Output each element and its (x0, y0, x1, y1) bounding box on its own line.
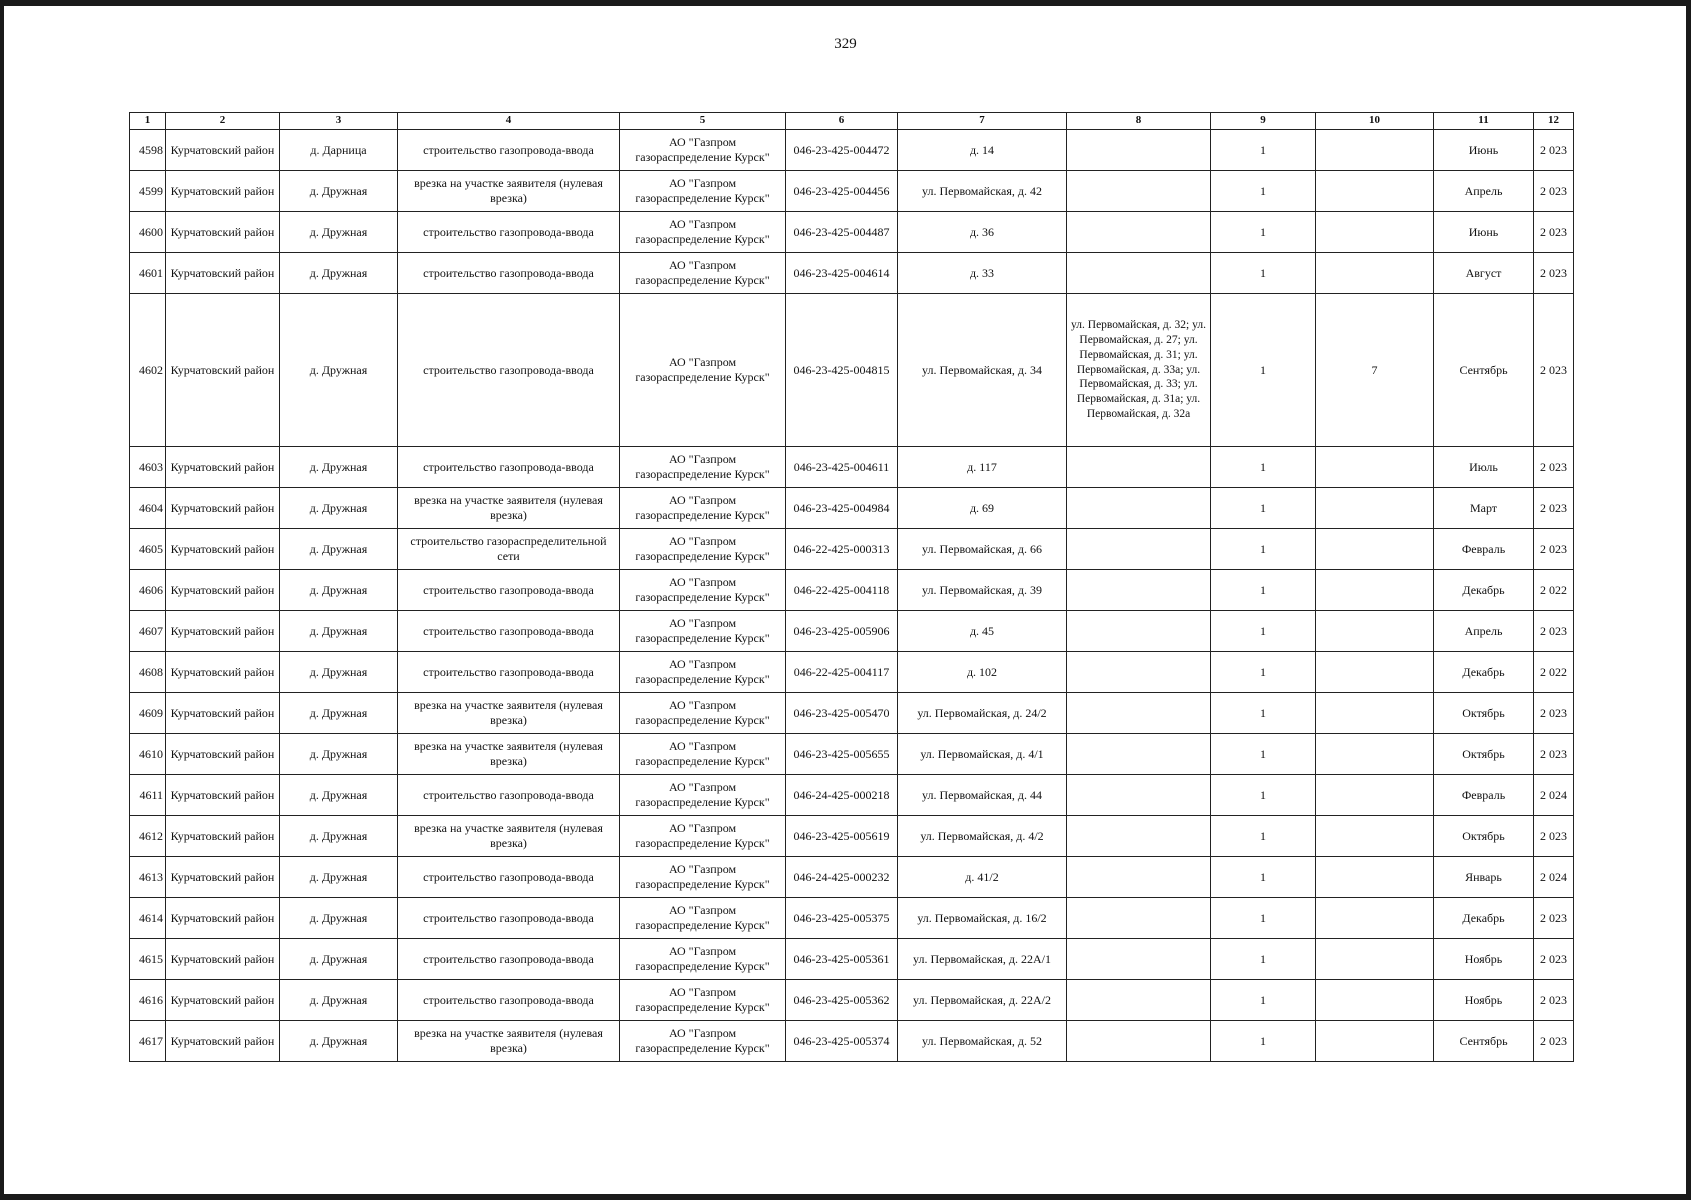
col-header-8: 8 (1067, 113, 1211, 130)
cell-quantity: 1 (1211, 212, 1316, 253)
col-header-10: 10 (1316, 113, 1434, 130)
cell-locality: д. Дружная (280, 816, 398, 857)
col-header-4: 4 (398, 113, 620, 130)
cell-application-number: 046-23-425-005619 (786, 816, 898, 857)
cell-address: ул. Первомайская, д. 16/2 (898, 898, 1067, 939)
cell-row-number: 4609 (130, 693, 166, 734)
col-header-7: 7 (898, 113, 1067, 130)
cell-locality: д. Дружная (280, 171, 398, 212)
table-row (130, 980, 1574, 1021)
col-header-3: 3 (280, 113, 398, 130)
cell-quantity: 1 (1211, 529, 1316, 570)
cell-work-type: строительство газопровода-ввода (398, 253, 620, 294)
table-row (130, 1021, 1574, 1062)
cell-work-type: строительство газопровода-ввода (398, 775, 620, 816)
cell-quantity: 1 (1211, 857, 1316, 898)
cell-application-number: 046-23-425-004815 (786, 294, 898, 447)
cell-row-number: 4604 (130, 488, 166, 529)
cell-month: Апрель (1434, 171, 1534, 212)
cell-month: Июль (1434, 447, 1534, 488)
cell-row-number: 4606 (130, 570, 166, 611)
cell-locality: д. Дружная (280, 253, 398, 294)
cell-district: Курчатовский район (166, 1021, 280, 1062)
cell-extra-count (1316, 939, 1434, 980)
table-row (130, 570, 1574, 611)
cell-quantity: 1 (1211, 816, 1316, 857)
cell-quantity: 1 (1211, 1021, 1316, 1062)
col-header-12: 12 (1534, 113, 1574, 130)
cell-work-type: врезка на участке заявителя (нулевая врезка) (398, 171, 620, 212)
cell-row-number: 4610 (130, 734, 166, 775)
table-row (130, 652, 1574, 693)
table-row (130, 693, 1574, 734)
cell-row-number: 4611 (130, 775, 166, 816)
cell-work-type: врезка на участке заявителя (нулевая врезка) (398, 816, 620, 857)
cell-work-type: строительство газопровода-ввода (398, 130, 620, 171)
cell-quantity: 1 (1211, 775, 1316, 816)
cell-organization: АО "Газпром газораспределение Курск" (620, 171, 786, 212)
cell-locality: д. Дружная (280, 611, 398, 652)
cell-row-number: 4607 (130, 611, 166, 652)
cell-locality: д. Дружная (280, 529, 398, 570)
cell-locality: д. Дружная (280, 294, 398, 447)
table-row (130, 447, 1574, 488)
cell-additional-addresses (1067, 171, 1211, 212)
cell-application-number: 046-23-425-004984 (786, 488, 898, 529)
cell-organization: АО "Газпром газораспределение Курск" (620, 570, 786, 611)
cell-quantity: 1 (1211, 652, 1316, 693)
cell-district: Курчатовский район (166, 529, 280, 570)
cell-row-number: 4602 (130, 294, 166, 447)
cell-month: Апрель (1434, 611, 1534, 652)
cell-month: Октябрь (1434, 734, 1534, 775)
cell-year: 2 023 (1534, 294, 1574, 447)
cell-district: Курчатовский район (166, 294, 280, 447)
cell-row-number: 4613 (130, 857, 166, 898)
cell-application-number: 046-23-425-005470 (786, 693, 898, 734)
cell-application-number: 046-22-425-000313 (786, 529, 898, 570)
cell-quantity: 1 (1211, 898, 1316, 939)
cell-district: Курчатовский район (166, 693, 280, 734)
cell-row-number: 4603 (130, 447, 166, 488)
cell-application-number: 046-23-425-004611 (786, 447, 898, 488)
cell-year: 2 023 (1534, 488, 1574, 529)
cell-year: 2 023 (1534, 130, 1574, 171)
cell-row-number: 4612 (130, 816, 166, 857)
cell-quantity: 1 (1211, 570, 1316, 611)
col-header-2: 2 (166, 113, 280, 130)
cell-application-number: 046-22-425-004117 (786, 652, 898, 693)
cell-application-number: 046-23-425-005655 (786, 734, 898, 775)
table-row (130, 294, 1574, 447)
cell-organization: АО "Газпром газораспределение Курск" (620, 734, 786, 775)
cell-additional-addresses (1067, 212, 1211, 253)
cell-application-number: 046-23-425-004614 (786, 253, 898, 294)
cell-year: 2 023 (1534, 939, 1574, 980)
col-header-6: 6 (786, 113, 898, 130)
cell-application-number: 046-24-425-000232 (786, 857, 898, 898)
cell-quantity: 1 (1211, 488, 1316, 529)
cell-locality: д. Дружная (280, 898, 398, 939)
cell-additional-addresses (1067, 693, 1211, 734)
cell-organization: АО "Газпром газораспределение Курск" (620, 980, 786, 1021)
cell-additional-addresses (1067, 939, 1211, 980)
cell-month: Декабрь (1434, 652, 1534, 693)
cell-district: Курчатовский район (166, 447, 280, 488)
cell-organization: АО "Газпром газораспределение Курск" (620, 1021, 786, 1062)
table-body (130, 130, 1574, 1062)
cell-organization: АО "Газпром газораспределение Курск" (620, 294, 786, 447)
cell-locality: д. Дружная (280, 693, 398, 734)
cell-locality: д. Дружная (280, 212, 398, 253)
registry-table (129, 112, 1574, 1062)
cell-month: Октябрь (1434, 693, 1534, 734)
cell-organization: АО "Газпром газораспределение Курск" (620, 816, 786, 857)
cell-address: д. 102 (898, 652, 1067, 693)
cell-work-type: строительство газопровода-ввода (398, 294, 620, 447)
cell-locality: д. Дружная (280, 1021, 398, 1062)
cell-district: Курчатовский район (166, 611, 280, 652)
table-row (130, 939, 1574, 980)
cell-extra-count (1316, 693, 1434, 734)
cell-additional-addresses (1067, 570, 1211, 611)
cell-month: Октябрь (1434, 816, 1534, 857)
cell-row-number: 4615 (130, 939, 166, 980)
cell-organization: АО "Газпром газораспределение Курск" (620, 693, 786, 734)
cell-work-type: врезка на участке заявителя (нулевая врезка) (398, 488, 620, 529)
cell-month: Июнь (1434, 212, 1534, 253)
cell-month: Декабрь (1434, 570, 1534, 611)
cell-row-number: 4616 (130, 980, 166, 1021)
cell-quantity: 1 (1211, 693, 1316, 734)
cell-organization: АО "Газпром газораспределение Курск" (620, 652, 786, 693)
cell-row-number: 4614 (130, 898, 166, 939)
cell-additional-addresses (1067, 816, 1211, 857)
cell-locality: д. Дружная (280, 570, 398, 611)
cell-address: д. 41/2 (898, 857, 1067, 898)
cell-address: ул. Первомайская, д. 39 (898, 570, 1067, 611)
cell-district: Курчатовский район (166, 939, 280, 980)
cell-application-number: 046-23-425-005361 (786, 939, 898, 980)
cell-extra-count (1316, 816, 1434, 857)
col-header-11: 11 (1434, 113, 1534, 130)
cell-year: 2 022 (1534, 570, 1574, 611)
cell-month: Ноябрь (1434, 980, 1534, 1021)
cell-application-number: 046-23-425-004456 (786, 171, 898, 212)
page-number: 329 (834, 36, 857, 52)
cell-extra-count: 7 (1316, 294, 1434, 447)
cell-extra-count (1316, 980, 1434, 1021)
cell-month: Ноябрь (1434, 939, 1534, 980)
cell-extra-count (1316, 652, 1434, 693)
cell-additional-addresses (1067, 857, 1211, 898)
cell-year: 2 023 (1534, 212, 1574, 253)
cell-quantity: 1 (1211, 980, 1316, 1021)
cell-additional-addresses (1067, 130, 1211, 171)
cell-month: Февраль (1434, 775, 1534, 816)
cell-locality: д. Дружная (280, 447, 398, 488)
scan-border-bottom (0, 1194, 1691, 1200)
cell-extra-count (1316, 1021, 1434, 1062)
cell-additional-addresses (1067, 1021, 1211, 1062)
cell-quantity: 1 (1211, 734, 1316, 775)
cell-district: Курчатовский район (166, 171, 280, 212)
cell-quantity: 1 (1211, 253, 1316, 294)
cell-address: ул. Первомайская, д. 42 (898, 171, 1067, 212)
cell-row-number: 4605 (130, 529, 166, 570)
scan-border-top (0, 0, 1691, 6)
cell-year: 2 023 (1534, 529, 1574, 570)
scan-border-left (0, 0, 4, 1200)
cell-district: Курчатовский район (166, 570, 280, 611)
table-row (130, 171, 1574, 212)
cell-year: 2 023 (1534, 447, 1574, 488)
cell-district: Курчатовский район (166, 734, 280, 775)
cell-address: ул. Первомайская, д. 22А/2 (898, 980, 1067, 1021)
cell-extra-count (1316, 898, 1434, 939)
cell-organization: АО "Газпром газораспределение Курск" (620, 447, 786, 488)
cell-additional-addresses (1067, 898, 1211, 939)
cell-extra-count (1316, 171, 1434, 212)
cell-quantity: 1 (1211, 130, 1316, 171)
cell-row-number: 4600 (130, 212, 166, 253)
cell-quantity: 1 (1211, 171, 1316, 212)
cell-organization: АО "Газпром газораспределение Курск" (620, 488, 786, 529)
cell-address: ул. Первомайская, д. 4/2 (898, 816, 1067, 857)
table-row (130, 488, 1574, 529)
cell-address: д. 69 (898, 488, 1067, 529)
cell-locality: д. Дружная (280, 939, 398, 980)
cell-application-number: 046-23-425-005906 (786, 611, 898, 652)
cell-quantity: 1 (1211, 447, 1316, 488)
cell-additional-addresses (1067, 734, 1211, 775)
cell-work-type: строительство газопровода-ввода (398, 857, 620, 898)
cell-quantity: 1 (1211, 611, 1316, 652)
cell-district: Курчатовский район (166, 857, 280, 898)
cell-month: Сентябрь (1434, 1021, 1534, 1062)
cell-address: д. 36 (898, 212, 1067, 253)
cell-additional-addresses (1067, 652, 1211, 693)
cell-work-type: врезка на участке заявителя (нулевая врезка) (398, 693, 620, 734)
cell-work-type: строительство газопровода-ввода (398, 939, 620, 980)
cell-quantity: 1 (1211, 294, 1316, 447)
cell-work-type: строительство газопровода-ввода (398, 447, 620, 488)
cell-address: д. 14 (898, 130, 1067, 171)
cell-extra-count (1316, 529, 1434, 570)
cell-extra-count (1316, 212, 1434, 253)
cell-organization: АО "Газпром газораспределение Курск" (620, 130, 786, 171)
cell-district: Курчатовский район (166, 816, 280, 857)
cell-address: д. 117 (898, 447, 1067, 488)
cell-organization: АО "Газпром газораспределение Курск" (620, 253, 786, 294)
cell-address: ул. Первомайская, д. 34 (898, 294, 1067, 447)
cell-work-type: строительство газопровода-ввода (398, 570, 620, 611)
cell-work-type: строительство газопровода-ввода (398, 611, 620, 652)
cell-month: Июнь (1434, 130, 1534, 171)
cell-extra-count (1316, 611, 1434, 652)
cell-year: 2 024 (1534, 857, 1574, 898)
cell-work-type: строительство газопровода-ввода (398, 980, 620, 1021)
cell-work-type: строительство газораспределительной сети (398, 529, 620, 570)
cell-month: Март (1434, 488, 1534, 529)
cell-address: ул. Первомайская, д. 4/1 (898, 734, 1067, 775)
cell-work-type: строительство газопровода-ввода (398, 652, 620, 693)
cell-additional-addresses (1067, 980, 1211, 1021)
cell-organization: АО "Газпром газораспределение Курск" (620, 857, 786, 898)
cell-year: 2 023 (1534, 980, 1574, 1021)
cell-district: Курчатовский район (166, 652, 280, 693)
cell-additional-addresses (1067, 611, 1211, 652)
cell-address: д. 45 (898, 611, 1067, 652)
cell-year: 2 023 (1534, 253, 1574, 294)
cell-locality: д. Дружная (280, 980, 398, 1021)
cell-extra-count (1316, 570, 1434, 611)
cell-locality: д. Дружная (280, 857, 398, 898)
cell-application-number: 046-23-425-005375 (786, 898, 898, 939)
table-row (130, 611, 1574, 652)
cell-additional-addresses (1067, 775, 1211, 816)
cell-year: 2 023 (1534, 898, 1574, 939)
cell-district: Курчатовский район (166, 775, 280, 816)
cell-row-number: 4599 (130, 171, 166, 212)
cell-row-number: 4617 (130, 1021, 166, 1062)
cell-extra-count (1316, 253, 1434, 294)
header-row (130, 113, 1574, 130)
table-row (130, 529, 1574, 570)
cell-month: Август (1434, 253, 1534, 294)
cell-district: Курчатовский район (166, 212, 280, 253)
cell-application-number: 046-23-425-004472 (786, 130, 898, 171)
table-row (130, 734, 1574, 775)
cell-quantity: 1 (1211, 939, 1316, 980)
col-header-5: 5 (620, 113, 786, 130)
cell-work-type: строительство газопровода-ввода (398, 898, 620, 939)
cell-extra-count (1316, 857, 1434, 898)
cell-district: Курчатовский район (166, 898, 280, 939)
cell-additional-addresses (1067, 488, 1211, 529)
table-row (130, 857, 1574, 898)
cell-month: Декабрь (1434, 898, 1534, 939)
cell-year: 2 023 (1534, 611, 1574, 652)
col-header-1: 1 (130, 113, 166, 130)
cell-additional-addresses (1067, 253, 1211, 294)
cell-locality: д. Дарница (280, 130, 398, 171)
cell-year: 2 023 (1534, 816, 1574, 857)
cell-district: Курчатовский район (166, 253, 280, 294)
cell-application-number: 046-23-425-005362 (786, 980, 898, 1021)
cell-year: 2 022 (1534, 652, 1574, 693)
cell-year: 2 023 (1534, 171, 1574, 212)
cell-locality: д. Дружная (280, 652, 398, 693)
table-row (130, 816, 1574, 857)
cell-additional-addresses (1067, 447, 1211, 488)
table-row (130, 253, 1574, 294)
cell-row-number: 4598 (130, 130, 166, 171)
cell-work-type: строительство газопровода-ввода (398, 212, 620, 253)
cell-extra-count (1316, 775, 1434, 816)
cell-month: Сентябрь (1434, 294, 1534, 447)
cell-additional-addresses: ул. Первомайская, д. 32; ул. Первомайская, д. 27; ул. Первомайская, д. 31; ул. Первомайская, д. 33а; ул. Первомайская, д. 33; ул. Первомайская, д. 31а; ул. Первомайская, д. 32а (1067, 294, 1211, 447)
cell-month: Январь (1434, 857, 1534, 898)
cell-year: 2 023 (1534, 734, 1574, 775)
scan-border-right (1686, 0, 1691, 1200)
cell-address: ул. Первомайская, д. 52 (898, 1021, 1067, 1062)
cell-application-number: 046-23-425-005374 (786, 1021, 898, 1062)
cell-application-number: 046-23-425-004487 (786, 212, 898, 253)
cell-row-number: 4608 (130, 652, 166, 693)
cell-organization: АО "Газпром газораспределение Курск" (620, 898, 786, 939)
cell-extra-count (1316, 734, 1434, 775)
cell-locality: д. Дружная (280, 488, 398, 529)
cell-address: ул. Первомайская, д. 24/2 (898, 693, 1067, 734)
table-row (130, 898, 1574, 939)
cell-work-type: врезка на участке заявителя (нулевая врезка) (398, 734, 620, 775)
cell-organization: АО "Газпром газораспределение Курск" (620, 611, 786, 652)
cell-district: Курчатовский район (166, 130, 280, 171)
table-row (130, 775, 1574, 816)
cell-month: Февраль (1434, 529, 1534, 570)
cell-locality: д. Дружная (280, 734, 398, 775)
table-row (130, 130, 1574, 171)
cell-address: ул. Первомайская, д. 66 (898, 529, 1067, 570)
table-header (130, 113, 1574, 130)
cell-year: 2 023 (1534, 693, 1574, 734)
cell-extra-count (1316, 488, 1434, 529)
cell-address: ул. Первомайская, д. 22А/1 (898, 939, 1067, 980)
table-row (130, 212, 1574, 253)
cell-district: Курчатовский район (166, 980, 280, 1021)
cell-organization: АО "Газпром газораспределение Курск" (620, 529, 786, 570)
cell-year: 2 023 (1534, 1021, 1574, 1062)
col-header-9: 9 (1211, 113, 1316, 130)
cell-year: 2 024 (1534, 775, 1574, 816)
cell-extra-count (1316, 447, 1434, 488)
cell-organization: АО "Газпром газораспределение Курск" (620, 775, 786, 816)
cell-organization: АО "Газпром газораспределение Курск" (620, 939, 786, 980)
cell-application-number: 046-22-425-004118 (786, 570, 898, 611)
cell-row-number: 4601 (130, 253, 166, 294)
cell-additional-addresses (1067, 529, 1211, 570)
cell-work-type: врезка на участке заявителя (нулевая врезка) (398, 1021, 620, 1062)
cell-application-number: 046-24-425-000218 (786, 775, 898, 816)
cell-address: ул. Первомайская, д. 44 (898, 775, 1067, 816)
cell-address: д. 33 (898, 253, 1067, 294)
cell-district: Курчатовский район (166, 488, 280, 529)
cell-extra-count (1316, 130, 1434, 171)
cell-locality: д. Дружная (280, 775, 398, 816)
cell-organization: АО "Газпром газораспределение Курск" (620, 212, 786, 253)
